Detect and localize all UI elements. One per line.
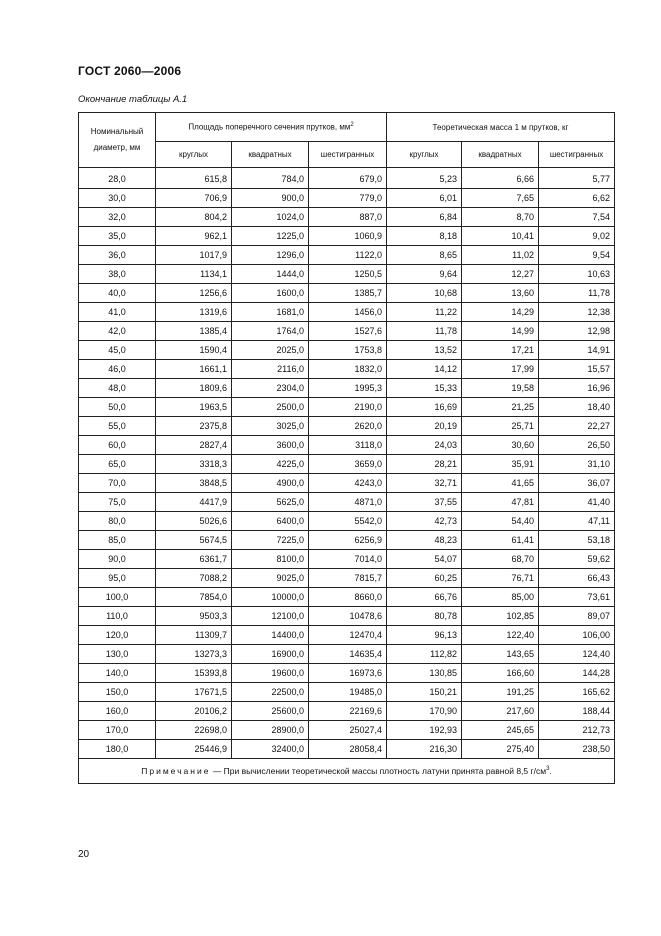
square-area-cell: 28900,0 [232, 721, 309, 740]
round-mass-cell: 42,73 [387, 512, 462, 531]
square-area-cell: 6400,0 [232, 512, 309, 531]
square-area-cell: 1681,0 [232, 303, 309, 322]
square-mass-cell: 6,66 [462, 168, 539, 189]
round-area-cell: 1963,5 [156, 398, 232, 417]
square-area-cell: 3025,0 [232, 417, 309, 436]
table-row [79, 512, 615, 531]
square-area-cell: 4225,0 [232, 455, 309, 474]
round-area-cell: 2375,8 [156, 417, 232, 436]
diameter-cell: 65,0 [79, 455, 156, 474]
hex-area-cell: 779,0 [309, 189, 387, 208]
round-mass-cell: 14,12 [387, 360, 462, 379]
hex-area-cell: 8660,0 [309, 588, 387, 607]
hex-area-cell: 12470,4 [309, 626, 387, 645]
square-mass-cell: 166,60 [462, 664, 539, 683]
table-row [79, 531, 615, 550]
round-mass-cell: 60,25 [387, 569, 462, 588]
square-mass-cell: 143,65 [462, 645, 539, 664]
table-row [79, 588, 615, 607]
round-mass-cell: 11,78 [387, 322, 462, 341]
diameter-cell: 70,0 [79, 474, 156, 493]
square-mass-cell: 30,60 [462, 436, 539, 455]
subheader-square-mass: квадратных [462, 142, 539, 168]
round-area-cell: 17671,5 [156, 683, 232, 702]
hex-area-cell: 887,0 [309, 208, 387, 227]
hex-area-cell: 1060,9 [309, 227, 387, 246]
hex-mass-cell: 53,18 [539, 531, 615, 550]
diameter-cell: 40,0 [79, 284, 156, 303]
square-area-cell: 25600,0 [232, 702, 309, 721]
hex-mass-cell: 5,77 [539, 168, 615, 189]
table-row [79, 569, 615, 588]
round-area-cell: 25446,9 [156, 740, 232, 759]
square-mass-cell: 25,71 [462, 417, 539, 436]
diameter-cell: 60,0 [79, 436, 156, 455]
hex-mass-cell: 188,44 [539, 702, 615, 721]
table-note [79, 759, 615, 784]
table-row [79, 322, 615, 341]
round-area-cell: 20106,2 [156, 702, 232, 721]
round-area-cell: 11309,7 [156, 626, 232, 645]
square-mass-cell: 54,40 [462, 512, 539, 531]
square-area-cell: 1225,0 [232, 227, 309, 246]
diameter-cell: 48,0 [79, 379, 156, 398]
round-area-cell: 1256,6 [156, 284, 232, 303]
diameter-cell: 42,0 [79, 322, 156, 341]
diameter-cell: 110,0 [79, 607, 156, 626]
round-mass-cell: 8,18 [387, 227, 462, 246]
diameter-cell: 32,0 [79, 208, 156, 227]
round-mass-cell: 170,90 [387, 702, 462, 721]
note-sup: 3 [546, 766, 550, 773]
round-area-cell: 5026,6 [156, 512, 232, 531]
diameter-cell: 28,0 [79, 168, 156, 189]
hex-mass-cell: 16,96 [539, 379, 615, 398]
table-row [79, 398, 615, 417]
round-area-cell: 1134,1 [156, 265, 232, 284]
diameter-cell: 45,0 [79, 341, 156, 360]
table-row [79, 303, 615, 322]
square-area-cell: 10000,0 [232, 588, 309, 607]
diameter-cell: 100,0 [79, 588, 156, 607]
diameter-cell: 95,0 [79, 569, 156, 588]
round-mass-cell: 32,71 [387, 474, 462, 493]
hex-area-cell: 10478,6 [309, 607, 387, 626]
diameter-cell: 180,0 [79, 740, 156, 759]
hex-mass-cell: 11,78 [539, 284, 615, 303]
table-row [79, 265, 615, 284]
table-row [79, 379, 615, 398]
square-area-cell: 2304,0 [232, 379, 309, 398]
diameter-cell: 55,0 [79, 417, 156, 436]
square-mass-cell: 122,40 [462, 626, 539, 645]
square-area-cell: 1764,0 [232, 322, 309, 341]
square-area-cell: 1444,0 [232, 265, 309, 284]
square-area-cell: 14400,0 [232, 626, 309, 645]
round-area-cell: 962,1 [156, 227, 232, 246]
round-mass-cell: 216,30 [387, 740, 462, 759]
square-area-cell: 7225,0 [232, 531, 309, 550]
table-row [79, 341, 615, 360]
hex-area-cell: 5542,0 [309, 512, 387, 531]
hex-area-cell: 22169,6 [309, 702, 387, 721]
table-row [79, 189, 615, 208]
hex-area-cell: 3118,0 [309, 436, 387, 455]
hex-area-cell: 3659,0 [309, 455, 387, 474]
square-mass-cell: 35,91 [462, 455, 539, 474]
round-mass-cell: 11,22 [387, 303, 462, 322]
table-row [79, 284, 615, 303]
round-mass-cell: 150,21 [387, 683, 462, 702]
table-row [79, 493, 615, 512]
table-row [79, 417, 615, 436]
square-mass-cell: 191,25 [462, 683, 539, 702]
hex-mass-cell: 238,50 [539, 740, 615, 759]
hex-mass-cell: 106,00 [539, 626, 615, 645]
hex-mass-cell: 31,10 [539, 455, 615, 474]
round-area-cell: 6361,7 [156, 550, 232, 569]
round-mass-cell: 130,85 [387, 664, 462, 683]
round-mass-cell: 80,78 [387, 607, 462, 626]
hex-mass-cell: 12,98 [539, 322, 615, 341]
table-row [79, 683, 615, 702]
hex-area-cell: 1753,8 [309, 341, 387, 360]
round-mass-cell: 192,93 [387, 721, 462, 740]
hex-mass-cell: 59,62 [539, 550, 615, 569]
square-area-cell: 22500,0 [232, 683, 309, 702]
table-caption: Окончание таблицы А.1 [78, 94, 188, 105]
diameter-cell: 120,0 [79, 626, 156, 645]
hex-area-cell: 2190,0 [309, 398, 387, 417]
square-mass-cell: 68,70 [462, 550, 539, 569]
round-area-cell: 5674,5 [156, 531, 232, 550]
square-mass-cell: 11,02 [462, 246, 539, 265]
header-diameter: Номинальный диаметр, мм [79, 113, 156, 168]
data-table [78, 112, 615, 784]
round-mass-cell: 13,52 [387, 341, 462, 360]
subheader-square-area: квадратных [232, 142, 309, 168]
hex-area-cell: 1527,6 [309, 322, 387, 341]
hex-mass-cell: 144,28 [539, 664, 615, 683]
square-mass-cell: 8,70 [462, 208, 539, 227]
square-area-cell: 1600,0 [232, 284, 309, 303]
round-area-cell: 1809,6 [156, 379, 232, 398]
header-area-text: Площадь поперечного сечения прутков, мм [188, 122, 351, 132]
round-mass-cell: 24,03 [387, 436, 462, 455]
diameter-cell: 85,0 [79, 531, 156, 550]
hex-area-cell: 4871,0 [309, 493, 387, 512]
round-area-cell: 7088,2 [156, 569, 232, 588]
note-end: . [549, 766, 552, 776]
square-mass-cell: 14,29 [462, 303, 539, 322]
diameter-cell: 130,0 [79, 645, 156, 664]
table-body [79, 168, 615, 759]
hex-area-cell: 16973,6 [309, 664, 387, 683]
diameter-cell: 38,0 [79, 265, 156, 284]
square-area-cell: 19600,0 [232, 664, 309, 683]
round-area-cell: 13273,3 [156, 645, 232, 664]
table-row [79, 474, 615, 493]
hex-mass-cell: 9,54 [539, 246, 615, 265]
hex-area-cell: 1832,0 [309, 360, 387, 379]
round-area-cell: 7854,0 [156, 588, 232, 607]
hex-area-cell: 1456,0 [309, 303, 387, 322]
header-area-sup: 2 [350, 122, 354, 129]
table-row [79, 702, 615, 721]
hex-area-cell: 14635,4 [309, 645, 387, 664]
table-row [79, 607, 615, 626]
round-area-cell: 615,8 [156, 168, 232, 189]
square-area-cell: 2025,0 [232, 341, 309, 360]
square-mass-cell: 245,65 [462, 721, 539, 740]
square-mass-cell: 41,65 [462, 474, 539, 493]
round-mass-cell: 16,69 [387, 398, 462, 417]
round-area-cell: 2827,4 [156, 436, 232, 455]
square-mass-cell: 47,81 [462, 493, 539, 512]
round-area-cell: 15393,8 [156, 664, 232, 683]
square-mass-cell: 14,99 [462, 322, 539, 341]
round-mass-cell: 10,68 [387, 284, 462, 303]
square-mass-cell: 76,71 [462, 569, 539, 588]
hex-mass-cell: 41,40 [539, 493, 615, 512]
hex-mass-cell: 36,07 [539, 474, 615, 493]
hex-area-cell: 7014,0 [309, 550, 387, 569]
round-mass-cell: 5,23 [387, 168, 462, 189]
hex-area-cell: 19485,0 [309, 683, 387, 702]
square-mass-cell: 19,58 [462, 379, 539, 398]
header-area-group [156, 113, 387, 142]
diameter-cell: 90,0 [79, 550, 156, 569]
subheader-hex-mass: шестигранных [539, 142, 615, 168]
table-row [79, 208, 615, 227]
hex-mass-cell: 14,91 [539, 341, 615, 360]
document-header: ГОСТ 2060—2006 [78, 64, 182, 78]
round-mass-cell: 15,33 [387, 379, 462, 398]
square-mass-cell: 61,41 [462, 531, 539, 550]
hex-mass-cell: 26,50 [539, 436, 615, 455]
square-mass-cell: 102,85 [462, 607, 539, 626]
hex-mass-cell: 9,02 [539, 227, 615, 246]
page-number: 20 [78, 849, 90, 860]
hex-area-cell: 1995,3 [309, 379, 387, 398]
square-area-cell: 12100,0 [232, 607, 309, 626]
round-mass-cell: 37,55 [387, 493, 462, 512]
hex-area-cell: 679,0 [309, 168, 387, 189]
square-mass-cell: 12,27 [462, 265, 539, 284]
subheader-round-mass: круглых [387, 142, 462, 168]
hex-area-cell: 2620,0 [309, 417, 387, 436]
diameter-cell: 140,0 [79, 664, 156, 683]
square-area-cell: 16900,0 [232, 645, 309, 664]
hex-area-cell: 7815,7 [309, 569, 387, 588]
hex-mass-cell: 18,40 [539, 398, 615, 417]
hex-mass-cell: 124,40 [539, 645, 615, 664]
square-area-cell: 2500,0 [232, 398, 309, 417]
table-row [79, 740, 615, 759]
diameter-cell: 30,0 [79, 189, 156, 208]
diameter-cell: 36,0 [79, 246, 156, 265]
diameter-cell: 75,0 [79, 493, 156, 512]
round-area-cell: 9503,3 [156, 607, 232, 626]
hex-area-cell: 1385,7 [309, 284, 387, 303]
diameter-cell: 160,0 [79, 702, 156, 721]
hex-mass-cell: 89,07 [539, 607, 615, 626]
diameter-cell: 80,0 [79, 512, 156, 531]
square-area-cell: 9025,0 [232, 569, 309, 588]
round-area-cell: 22698,0 [156, 721, 232, 740]
table-row [79, 246, 615, 265]
round-mass-cell: 112,82 [387, 645, 462, 664]
table-row [79, 721, 615, 740]
table-row [79, 436, 615, 455]
round-area-cell: 4417,9 [156, 493, 232, 512]
subheader-hex-area: шестигранных [309, 142, 387, 168]
square-mass-cell: 275,40 [462, 740, 539, 759]
table-row [79, 168, 615, 189]
diameter-cell: 150,0 [79, 683, 156, 702]
round-area-cell: 804,2 [156, 208, 232, 227]
round-area-cell: 1661,1 [156, 360, 232, 379]
square-area-cell: 1296,0 [232, 246, 309, 265]
header-mass-group: Теоретическая масса 1 м прутков, кг [387, 113, 615, 142]
table-row [79, 360, 615, 379]
hex-mass-cell: 66,43 [539, 569, 615, 588]
diameter-cell: 170,0 [79, 721, 156, 740]
diameter-cell: 46,0 [79, 360, 156, 379]
square-mass-cell: 85,00 [462, 588, 539, 607]
round-area-cell: 1319,6 [156, 303, 232, 322]
round-mass-cell: 28,21 [387, 455, 462, 474]
hex-mass-cell: 12,38 [539, 303, 615, 322]
square-mass-cell: 17,99 [462, 360, 539, 379]
square-area-cell: 784,0 [232, 168, 309, 189]
round-mass-cell: 6,01 [387, 189, 462, 208]
square-area-cell: 8100,0 [232, 550, 309, 569]
round-area-cell: 3318,3 [156, 455, 232, 474]
round-mass-cell: 48,23 [387, 531, 462, 550]
hex-area-cell: 4243,0 [309, 474, 387, 493]
round-mass-cell: 8,65 [387, 246, 462, 265]
square-area-cell: 5625,0 [232, 493, 309, 512]
diameter-cell: 41,0 [79, 303, 156, 322]
note-label: Примечание [141, 766, 211, 776]
table-row [79, 550, 615, 569]
round-area-cell: 706,9 [156, 189, 232, 208]
hex-area-cell: 1250,5 [309, 265, 387, 284]
hex-area-cell: 25027,4 [309, 721, 387, 740]
hex-area-cell: 1122,0 [309, 246, 387, 265]
round-mass-cell: 96,13 [387, 626, 462, 645]
diameter-cell: 35,0 [79, 227, 156, 246]
table-row [79, 626, 615, 645]
round-area-cell: 1590,4 [156, 341, 232, 360]
round-area-cell: 1017,9 [156, 246, 232, 265]
hex-area-cell: 6256,9 [309, 531, 387, 550]
table-row [79, 645, 615, 664]
round-mass-cell: 9,64 [387, 265, 462, 284]
note-text: — При вычислении теоретической массы плотность латуни принята равной 8,5 г/см [210, 766, 547, 776]
square-mass-cell: 21,25 [462, 398, 539, 417]
round-area-cell: 1385,4 [156, 322, 232, 341]
square-area-cell: 1024,0 [232, 208, 309, 227]
round-mass-cell: 20,19 [387, 417, 462, 436]
square-area-cell: 2116,0 [232, 360, 309, 379]
round-area-cell: 3848,5 [156, 474, 232, 493]
square-area-cell: 32400,0 [232, 740, 309, 759]
round-mass-cell: 66,76 [387, 588, 462, 607]
hex-mass-cell: 47,11 [539, 512, 615, 531]
subheader-round-area: круглых [156, 142, 232, 168]
hex-area-cell: 28058,4 [309, 740, 387, 759]
hex-mass-cell: 22,27 [539, 417, 615, 436]
hex-mass-cell: 6,62 [539, 189, 615, 208]
square-area-cell: 900,0 [232, 189, 309, 208]
round-mass-cell: 6,84 [387, 208, 462, 227]
table-row [79, 227, 615, 246]
table-row [79, 664, 615, 683]
hex-mass-cell: 15,57 [539, 360, 615, 379]
hex-mass-cell: 10,63 [539, 265, 615, 284]
hex-mass-cell: 212,73 [539, 721, 615, 740]
hex-mass-cell: 7,54 [539, 208, 615, 227]
diameter-cell: 50,0 [79, 398, 156, 417]
table-row [79, 455, 615, 474]
square-mass-cell: 217,60 [462, 702, 539, 721]
square-area-cell: 4900,0 [232, 474, 309, 493]
square-mass-cell: 17,21 [462, 341, 539, 360]
hex-mass-cell: 73,61 [539, 588, 615, 607]
hex-mass-cell: 165,62 [539, 683, 615, 702]
square-mass-cell: 7,65 [462, 189, 539, 208]
round-mass-cell: 54,07 [387, 550, 462, 569]
square-area-cell: 3600,0 [232, 436, 309, 455]
square-mass-cell: 13,60 [462, 284, 539, 303]
square-mass-cell: 10,41 [462, 227, 539, 246]
